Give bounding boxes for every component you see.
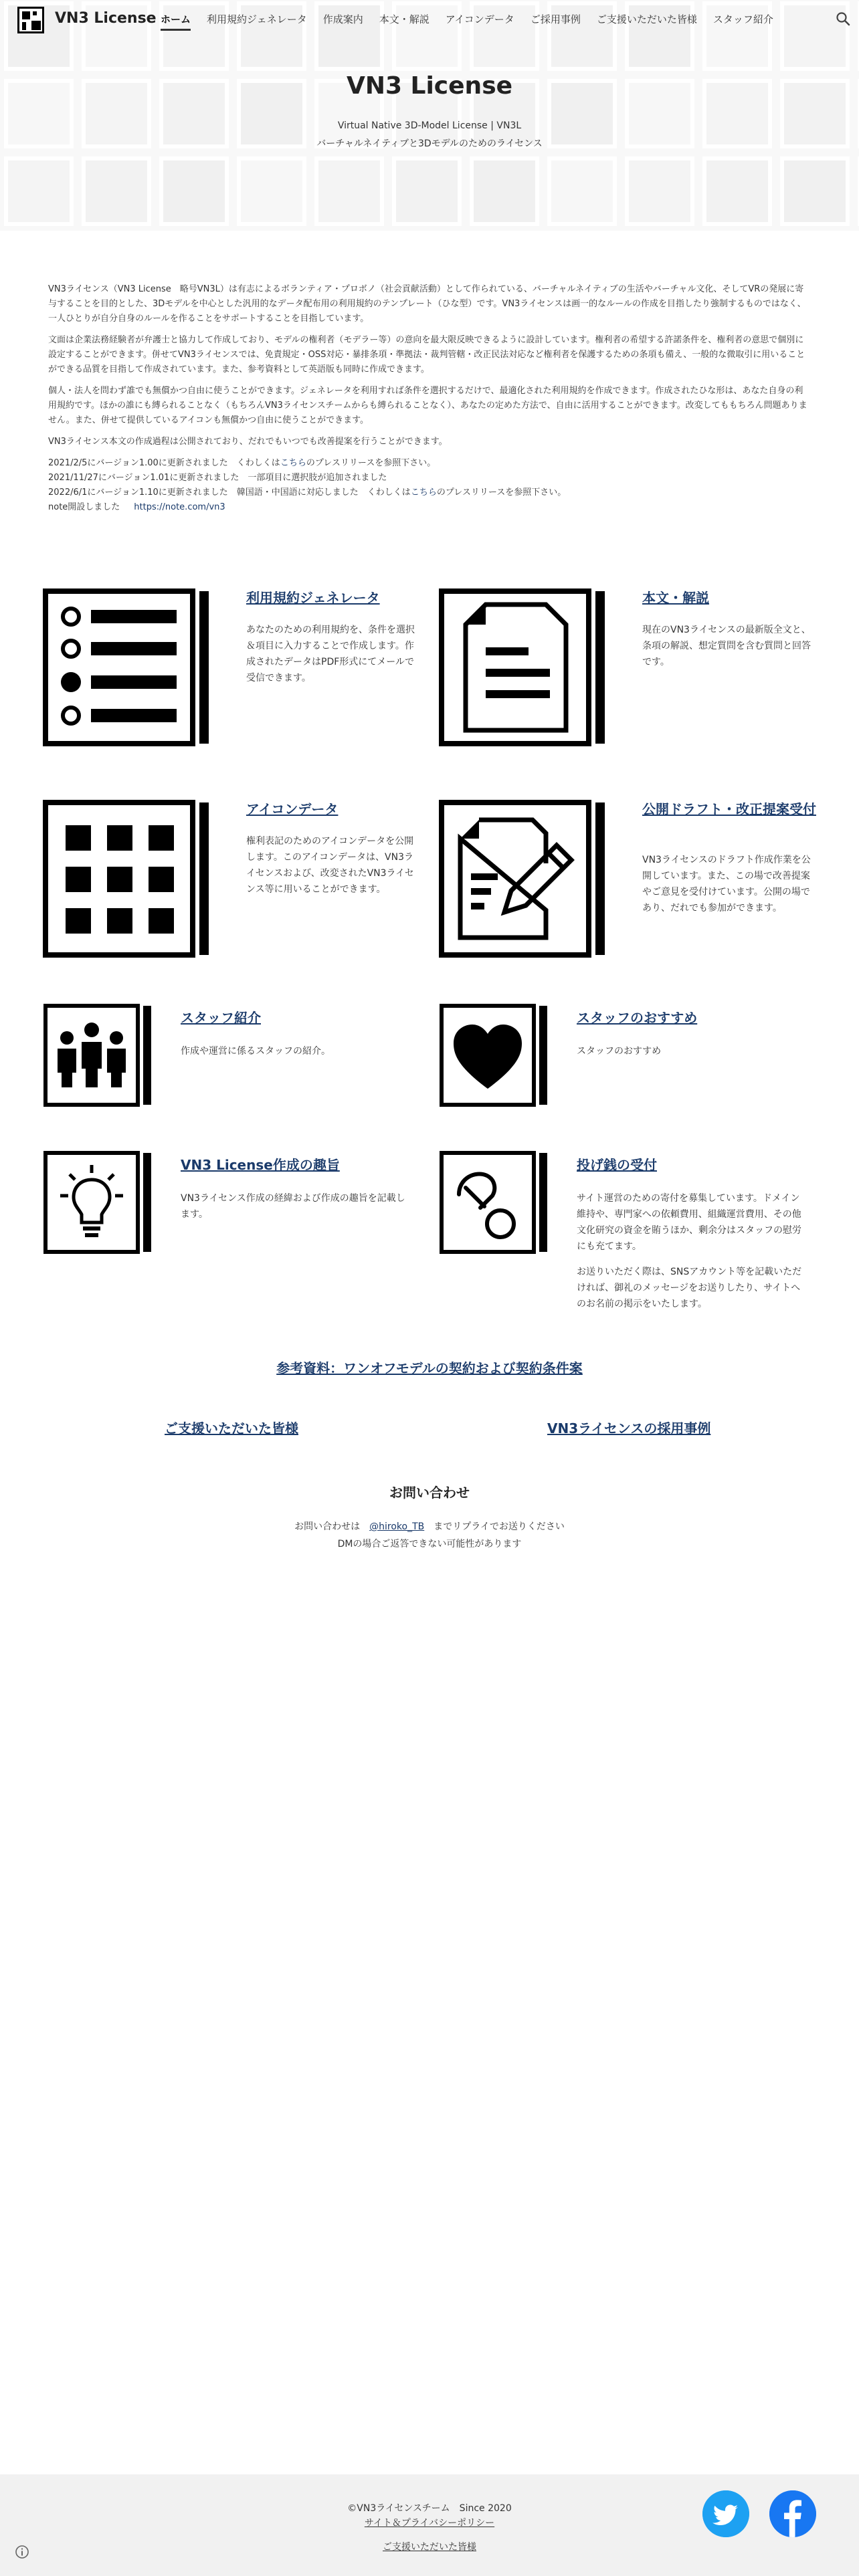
footer-copyright: ©VN3ライセンスチーム Since 2020 bbox=[347, 2503, 512, 2514]
update-text: のプレスリリースを参照下さい。 bbox=[306, 458, 436, 468]
list-icon[interactable] bbox=[43, 588, 219, 746]
nav-item-text[interactable]: 本文・解説 bbox=[379, 13, 430, 25]
update-text: のプレスリリースを参照下さい。 bbox=[436, 488, 567, 498]
twitter-icon[interactable] bbox=[702, 2490, 749, 2537]
footer-supporters-text[interactable]: ご支援いただいた皆様 bbox=[383, 2542, 476, 2553]
text-link[interactable]: 本文・解説 bbox=[642, 590, 709, 606]
nav-menu bbox=[161, 12, 789, 31]
supporters-link[interactable]: ご支援いただいた皆様 bbox=[165, 1420, 298, 1436]
tips-desc-note: お送りいただく際は、SNSアカウント等を記載いただければ、御礼のメッセージをお送りしたり、サイトへのお名前の掲示をいたします。 bbox=[577, 1267, 802, 1309]
nav-item-adoptions[interactable]: ご採用事例 bbox=[530, 13, 581, 25]
top-navigation bbox=[0, 0, 859, 39]
lightbulb-icon[interactable] bbox=[43, 1150, 157, 1255]
nav-item-generator[interactable]: 利用規約ジェネレータ bbox=[207, 13, 307, 25]
nav-item-guide[interactable]: 作成案内 bbox=[322, 13, 363, 25]
tips-desc: サイト運営のための寄付を募集しています。ドメイン維持や、専門家への依頼費用、組織運営費用、その他文化研究の資金を賄うほか、剰余分はスタッフの慰労にも充てます。 bbox=[577, 1193, 801, 1252]
update-item: 2021/11/27にバージョン1.01に更新されました 一部項目に選択肢が追加されました bbox=[48, 473, 387, 483]
hand-coin-icon[interactable] bbox=[439, 1150, 553, 1255]
text-desc: 現在のVN3ライセンスの最新版全文と、条項の解説、想定質問を含む質問と回答です。 bbox=[642, 625, 811, 667]
update-list bbox=[48, 456, 811, 515]
staff-pick-desc: スタッフのおすすめ bbox=[577, 1046, 662, 1057]
reference-link-text[interactable]: 参考資料：ワンオフモデルの契約および契約条件案 bbox=[276, 1360, 583, 1376]
draft-desc: VN3ライセンスのドラフト作成作業を公開しています。また、この場で改善提案やご意見を受付けています。公開の場であり、だれでも参加ができます。 bbox=[642, 855, 811, 914]
facebook-icon[interactable] bbox=[769, 2490, 816, 2537]
document-icon[interactable] bbox=[439, 588, 615, 746]
grid-icon[interactable] bbox=[43, 800, 219, 958]
adoptions-link[interactable]: VN3ライセンスの採用事例 bbox=[547, 1420, 711, 1436]
intro-paragraph: 文面は企業法務経験者が弁護士と協力して作成しており、モデルの権利者（モデラー等）の意向を最大限反映できるように設計しています。権利者の希望する許諾条件を、権利者の意思で個別に設定することができます。併せてVN3ライセンスでは、免責規定・OSS対応・暴排条項・準拠法・裁判管轄・改正民法対応など権利者を保護するための条項も備え、一般的な微取引に用いることができる品質を目指して作成されています。また、参考資料として英語版も同時に作成できます。 bbox=[48, 335, 805, 374]
twitter-handle-link[interactable]: @hiroko_TB bbox=[369, 1521, 425, 1532]
nav-item-supporters[interactable]: ご支援いただいた皆様 bbox=[596, 13, 697, 25]
generator-link[interactable]: 利用規約ジェネレータ bbox=[246, 590, 380, 606]
draft-link[interactable]: 公開ドラフト・改正提案受付 bbox=[642, 801, 816, 817]
tips-link[interactable]: 投げ銭の受付 bbox=[577, 1157, 657, 1173]
staff-desc: 作成や運営に係るスタッフの紹介。 bbox=[181, 1046, 330, 1057]
reference-link[interactable] bbox=[0, 1358, 859, 1377]
staff-pick-link[interactable]: スタッフのおすすめ bbox=[577, 1010, 698, 1026]
heart-icon[interactable] bbox=[439, 1003, 553, 1107]
update-text: 2021/2/5にバージョン1.00に更新されました くわしくは bbox=[48, 458, 280, 468]
intro-paragraph: 個人・法人を問わず誰でも無償かつ自由に使うことができます。ジェネレータを利用すれば条件を選択するだけで、最適化された利用規約を作成できます。作成されたひな形は、あなた自身の利用規約です。ほかの誰にも縛られることなく（もちろんVN3ライセンスチームからも縛られることなく）、あなたの定めた方法で、自由に活用することができます。改変してももちろん問題ありません。また、併せて提供しているアイコンも無償かつ自由に使うことができます。 bbox=[48, 386, 807, 425]
nav-item-staff[interactable]: スタッフ紹介 bbox=[712, 13, 773, 25]
footer-supporters-link[interactable] bbox=[0, 2540, 859, 2553]
site-logo-icon[interactable] bbox=[17, 7, 44, 33]
intro-paragraph: VN3ライセンス本文の作成過程は公開されており、だれでもいつでも改善提案を行うことができます。 bbox=[48, 437, 448, 447]
contact-text: までリプライでお送りください bbox=[424, 1521, 565, 1532]
icons-desc: 権利表記のためのアイコンデータを公開します。このアイコンデータは、VN3ライセンスおよび、改変されたVN3ライセンス等に用いることができます。 bbox=[246, 836, 414, 895]
hero-title: VN3 License bbox=[346, 72, 513, 100]
staff-link[interactable]: スタッフ紹介 bbox=[181, 1010, 261, 1026]
contact-title: お問い合わせ bbox=[389, 1485, 470, 1501]
nav-item-home[interactable]: ホーム bbox=[161, 12, 191, 31]
press-release-link[interactable]: こちら bbox=[280, 458, 306, 468]
purpose-desc: VN3ライセンス作成の経緯および作成の趣旨を記載します。 bbox=[181, 1193, 405, 1220]
contact-note: DMの場合ご返答できない可能性があります bbox=[337, 1539, 522, 1549]
hero-subtitle: Virtual Native 3D-Model License | VN3L bbox=[337, 120, 522, 131]
intro-section bbox=[48, 282, 811, 515]
info-icon[interactable] bbox=[15, 2545, 29, 2559]
update-text: note開設しました bbox=[48, 502, 129, 512]
press-release-link[interactable]: こちら bbox=[410, 488, 437, 498]
update-item bbox=[48, 456, 811, 471]
footer-privacy-text[interactable]: サイト＆プライバシーポリシー bbox=[364, 2518, 495, 2529]
update-text: 2022/6/1にバージョン1.10に更新されました 韓国語・中国語に対応しました くわしくは bbox=[48, 488, 411, 498]
intro-paragraph: VN3ライセンス（VN3 License 略号VN3L）は有志によるボランティア・プロボノ（社会貢献活動）として作られている、バーチャルネイティブの生活やバーチャル文化、そしてVRの発展に寄与することを目的とした、3Dモデルを中心とした汎用的なデータ配布用の利用規約のテンプレート（ひな型）です。VN3ライセンスは画一的なルールの作成を目指したり強制するものではなく、一人ひとりが自分自身のルールを作ることをサポートすることを目指しています。 bbox=[48, 284, 806, 324]
update-item bbox=[48, 486, 811, 500]
people-icon[interactable] bbox=[43, 1003, 157, 1107]
update-item bbox=[48, 500, 811, 515]
nav-item-icons[interactable]: アイコンデータ bbox=[445, 13, 514, 25]
contact-text: お問い合わせは bbox=[294, 1521, 370, 1532]
contact-line bbox=[0, 1519, 859, 1533]
icons-link[interactable]: アイコンデータ bbox=[246, 801, 339, 817]
generator-desc: あなたのための利用規約を、条件を選択＆項目に入力することで作成します。作成されたデータはPDF形式にてメールで受信できます。 bbox=[246, 625, 415, 683]
hero-subtitle-ja: バーチャルネイティブと3Dモデルのためのライセンス bbox=[316, 138, 543, 149]
document-pen-icon[interactable] bbox=[439, 800, 615, 958]
purpose-link[interactable]: VN3 License作成の趣旨 bbox=[181, 1157, 340, 1173]
note-link[interactable]: https://note.com/vn3 bbox=[134, 502, 225, 512]
site-title[interactable]: VN3 License bbox=[55, 10, 157, 27]
search-icon[interactable] bbox=[835, 11, 851, 27]
